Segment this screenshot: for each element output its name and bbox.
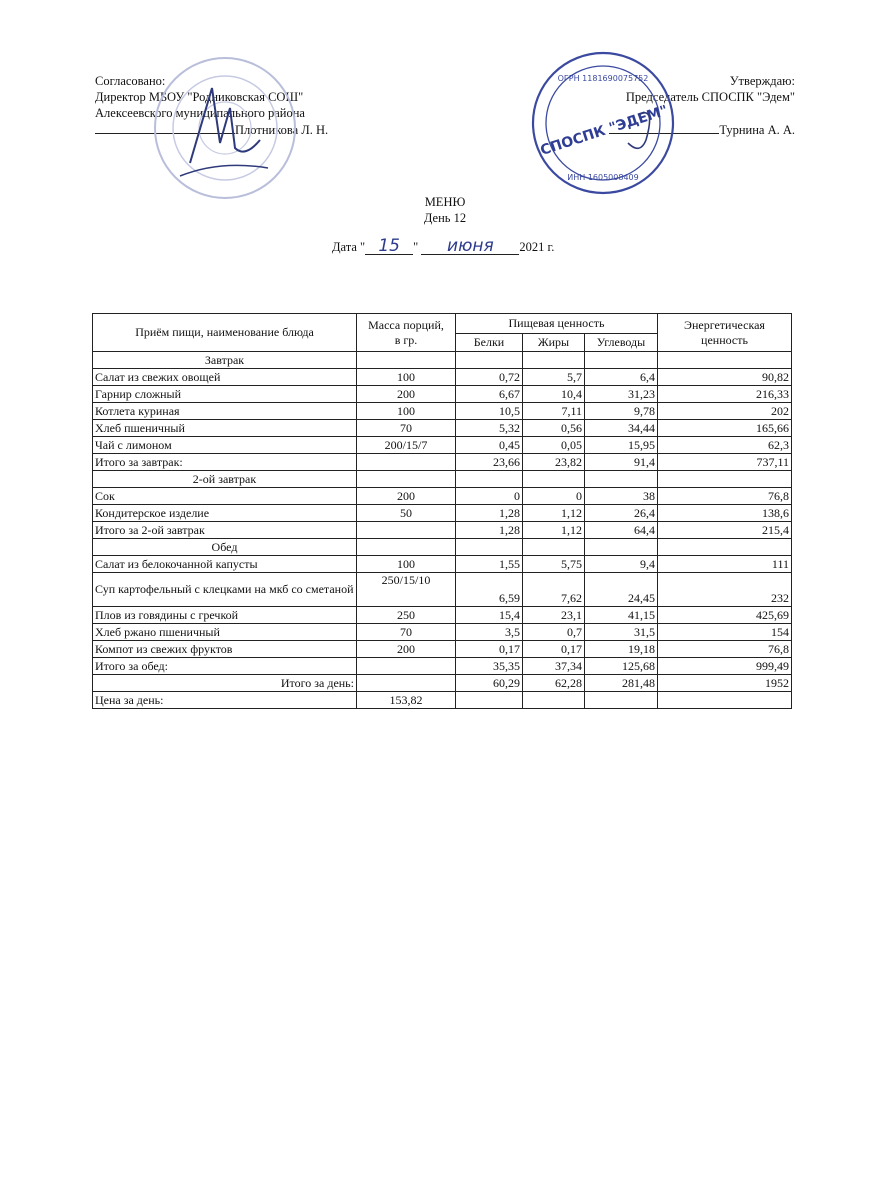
protein-cell: 10,5 [456,403,523,420]
header-energy-line1: Энергетическая [684,317,765,332]
mass-cell: 200 [357,386,456,403]
fat-cell [523,352,585,369]
energy-cell: 999,49 [658,658,792,675]
carbs-cell: 9,4 [585,556,658,573]
carbs-cell: 31,5 [585,624,658,641]
carbs-cell: 26,4 [585,505,658,522]
energy-cell: 165,66 [658,420,792,437]
section-row [93,352,792,369]
table-row [93,556,792,573]
energy-cell: 138,6 [658,505,792,522]
mass-cell: 200/15/7 [357,437,456,454]
date-month: июня [447,236,494,256]
signature-line [609,121,719,134]
signature-line [95,121,235,134]
fat-cell: 1,12 [523,505,585,522]
section-title: 2-ой завтрак [93,471,357,488]
section-row [93,471,792,488]
date-day: 15 [378,236,400,256]
mass-cell: 200 [357,641,456,658]
date-mid: " [413,240,422,254]
dish-name: Итого за обед: [93,658,357,675]
dish-name: Цена за день: [93,692,357,709]
header-energy [658,314,792,352]
protein-cell [456,471,523,488]
mass-cell: 200 [357,488,456,505]
protein-cell: 6,59 [456,573,523,607]
dish-name: Компот из свежих фруктов [93,641,357,658]
carbs-cell: 41,15 [585,607,658,624]
dish-name: Суп картофельный с клецками на мкб со сметаной [93,573,357,607]
approval-left-position: Директор МБОУ "Родниковская СОШ" [95,90,304,104]
total-row [93,658,792,675]
table-row [93,369,792,386]
protein-cell [456,352,523,369]
table-row [93,386,792,403]
dish-name: Сок [93,488,357,505]
energy-cell: 232 [658,573,792,607]
total-row [93,522,792,539]
header-energy-line2: ценность [701,332,748,347]
protein-cell: 5,32 [456,420,523,437]
table-row [93,437,792,454]
fat-cell: 23,1 [523,607,585,624]
fat-cell: 23,82 [523,454,585,471]
fat-cell: 62,28 [523,675,585,692]
protein-cell: 15,4 [456,607,523,624]
carbs-cell: 19,18 [585,641,658,658]
table-row [93,607,792,624]
stamp-ogrn: ОГРН 1181690075752 [557,74,649,83]
dish-name: Хлеб ржано пшеничный [93,624,357,641]
energy-cell [658,471,792,488]
protein-cell: 23,66 [456,454,523,471]
mass-cell [357,522,456,539]
approval-right [609,73,795,138]
energy-cell: 737,11 [658,454,792,471]
approval-right-signature-row [609,121,795,138]
header-mass [357,314,456,352]
carbs-cell: 15,95 [585,437,658,454]
protein-cell: 60,29 [456,675,523,692]
approval-left [95,73,328,138]
header-nutrition: Пищевая ценность [456,314,658,334]
approval-left-signature-row [95,121,328,138]
header-carbs: Углеводы [585,334,658,352]
fat-cell: 7,62 [523,573,585,607]
day-label: День 12 [423,211,467,225]
section-row [93,539,792,556]
mass-cell: 100 [357,403,456,420]
approval-left-label: Согласовано: [95,74,166,88]
carbs-cell: 38 [585,488,658,505]
table-row [93,573,792,607]
mass-cell: 100 [357,556,456,573]
fat-cell [523,692,585,709]
carbs-cell [585,539,658,556]
header-mass-line2: в гр. [394,332,418,347]
protein-cell: 1,28 [456,505,523,522]
stamp-center-text: СПОСПК "ЭДЕМ" [538,102,670,159]
energy-cell: 90,82 [658,369,792,386]
fat-cell: 37,34 [523,658,585,675]
mass-cell [357,675,456,692]
stamp-inn: ИНН 1605008409 [567,173,639,182]
carbs-cell [585,692,658,709]
table-row [93,488,792,505]
fat-cell: 0,7 [523,624,585,641]
dish-name: Котлета куриная [93,403,357,420]
fat-cell [523,539,585,556]
protein-cell: 0,17 [456,641,523,658]
protein-cell: 1,28 [456,522,523,539]
carbs-cell: 64,4 [585,522,658,539]
carbs-cell: 31,23 [585,386,658,403]
mass-cell: 70 [357,420,456,437]
energy-cell: 111 [658,556,792,573]
price-row [93,692,792,709]
protein-cell: 0,72 [456,369,523,386]
mass-cell [357,454,456,471]
energy-cell [658,352,792,369]
table-row [93,641,792,658]
table-row [93,505,792,522]
dish-name: Итого за завтрак: [93,454,357,471]
date-day-field [365,236,413,256]
header-mass-line1: Масса порций, [368,317,444,332]
mass-cell [357,539,456,556]
carbs-cell: 34,44 [585,420,658,437]
dish-name: Кондитерское изделие [93,505,357,522]
carbs-cell [585,352,658,369]
approval-right-position: Председатель СПОСПК "Эдем" [625,90,795,104]
energy-cell: 425,69 [658,607,792,624]
menu-table [92,313,792,709]
mass-cell [357,471,456,488]
protein-cell [456,692,523,709]
total-row [93,454,792,471]
energy-cell: 154 [658,624,792,641]
fat-cell: 10,4 [523,386,585,403]
protein-cell [456,539,523,556]
energy-cell: 202 [658,403,792,420]
protein-cell: 6,67 [456,386,523,403]
dish-name: Салат из свежих овощей [93,369,357,386]
mass-cell: 50 [357,505,456,522]
fat-cell: 5,7 [523,369,585,386]
carbs-cell: 125,68 [585,658,658,675]
document-title: МЕНЮ [424,195,466,209]
table-row [93,420,792,437]
mass-cell: 100 [357,369,456,386]
protein-cell: 3,5 [456,624,523,641]
dish-name: Чай с лимоном [93,437,357,454]
dish-name: Итого за 2-ой завтрак [93,522,357,539]
dish-name: Гарнир сложный [93,386,357,403]
carbs-cell: 24,45 [585,573,658,607]
fat-cell: 0,56 [523,420,585,437]
fat-cell: 1,12 [523,522,585,539]
carbs-cell: 9,78 [585,403,658,420]
fat-cell: 5,75 [523,556,585,573]
approval-left-district: Алексеевского муниципального района [95,106,305,120]
header-fat: Жиры [523,334,585,352]
section-title: Завтрак [93,352,357,369]
mass-cell [357,352,456,369]
dish-name: Салат из белокочанной капусты [93,556,357,573]
energy-cell: 1952 [658,675,792,692]
protein-cell: 0,45 [456,437,523,454]
daytotal-row [93,675,792,692]
mass-cell: 250 [357,607,456,624]
section-title: Обед [93,539,357,556]
mass-cell [357,658,456,675]
carbs-cell: 91,4 [585,454,658,471]
energy-cell [658,539,792,556]
carbs-cell: 281,48 [585,675,658,692]
date-year: 2021 г. [519,240,555,254]
protein-cell: 35,35 [456,658,523,675]
date-row [332,236,555,256]
energy-cell: 76,8 [658,641,792,658]
mass-cell: 70 [357,624,456,641]
protein-cell: 0 [456,488,523,505]
energy-cell: 62,3 [658,437,792,454]
energy-cell [658,692,792,709]
header-protein: Белки [456,334,523,352]
fat-cell: 0,05 [523,437,585,454]
energy-cell: 216,33 [658,386,792,403]
energy-cell: 76,8 [658,488,792,505]
approval-right-label: Утверждаю: [729,74,795,88]
fat-cell [523,471,585,488]
carbs-cell [585,471,658,488]
date-prefix: Дата " [332,240,366,254]
dish-name: Плов из говядины с гречкой [93,607,357,624]
mass-cell: 153,82 [357,692,456,709]
energy-cell: 215,4 [658,522,792,539]
table-row [93,403,792,420]
mass-cell: 250/15/10 [357,573,456,607]
fat-cell: 0,17 [523,641,585,658]
menu-table-body [93,352,792,709]
approval-left-signer: Плотникова Л. Н. [235,123,329,137]
carbs-cell: 6,4 [585,369,658,386]
fat-cell: 0 [523,488,585,505]
date-month-field [421,236,519,256]
fat-cell: 7,11 [523,403,585,420]
dish-name: Хлеб пшеничный [93,420,357,437]
approval-right-signer: Турнина А. А. [719,123,795,137]
header-meal: Приём пищи, наименование блюда [93,314,357,352]
table-row [93,624,792,641]
dish-name: Итого за день: [93,675,357,692]
protein-cell: 1,55 [456,556,523,573]
